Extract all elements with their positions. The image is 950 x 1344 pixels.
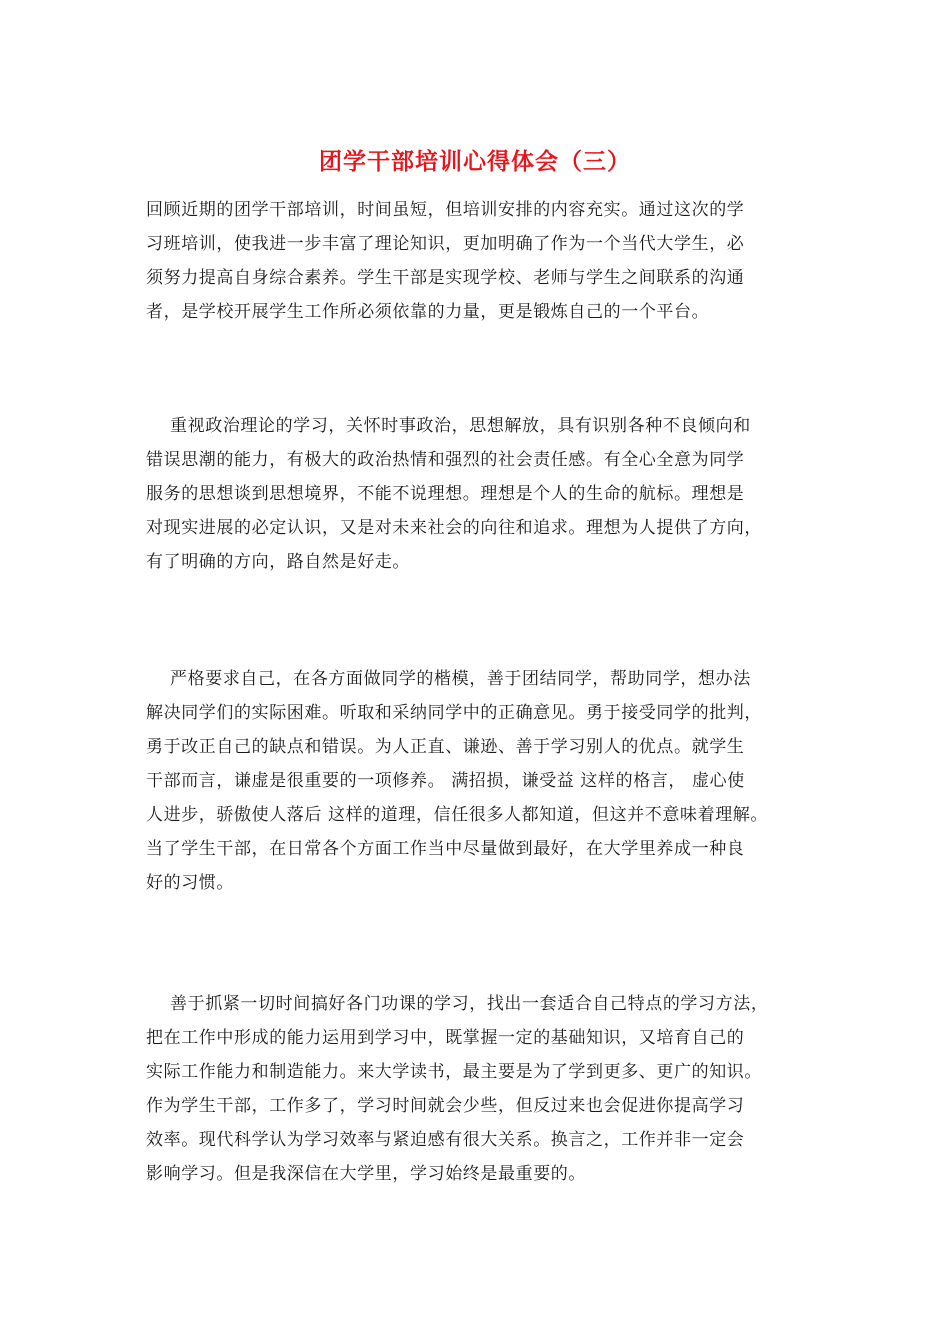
paragraph-line: 严格要求自己，在各方面做同学的楷模，善于团结同学，帮助同学，想办法	[146, 669, 751, 689]
paragraph-3	[146, 662, 836, 900]
paragraph-line: 作为学生干部，工作多了，学习时间就会少些，但反过来也会促进你提高学习	[146, 1096, 745, 1116]
paragraph-line: 解决同学们的实际困难。听取和采纳同学中的正确意见。勇于接受同学的批判，	[146, 703, 762, 723]
paragraph-line: 勇于改正自己的缺点和错误。为人正直、谦逊、善于学习别人的优点。就学生	[146, 737, 745, 757]
paragraph-4	[146, 987, 836, 1191]
paragraph-line: 实际工作能力和制造能力。来大学读书，最主要是为了学到更多、更广的知识。	[146, 1062, 762, 1082]
document-title: 团学干部培训心得体会（三）	[319, 148, 631, 175]
paragraph-line: 服务的思想谈到思想境界，不能不说理想。理想是个人的生命的航标。理想是	[146, 484, 745, 504]
paragraph-line: 善于抓紧一切时间搞好各门功课的学习，找出一套适合自己特点的学习方法，	[146, 994, 769, 1014]
paragraph-line: 影响学习。但是我深信在大学里，学习始终是最重要的。	[146, 1164, 586, 1184]
paragraph-line: 习班培训，使我进一步丰富了理论知识，更加明确了作为一个当代大学生，必	[146, 234, 745, 254]
paragraph-1	[146, 193, 836, 329]
paragraph-line: 把在工作中形成的能力运用到学习中，既掌握一定的基础知识，又培育自己的	[146, 1028, 745, 1048]
paragraph-line: 有了明确的方向，路自然是好走。	[146, 552, 410, 572]
paragraph-line: 对现实进展的必定认识，又是对未来社会的向往和追求。理想为人提供了方向，	[146, 518, 762, 538]
paragraph-line: 者，是学校开展学生工作所必须依靠的力量，更是锻炼自己的一个平台。	[146, 302, 710, 322]
paragraph-line: 干部而言，谦虚是很重要的一项修养。 满招损，谦受益 这样的格言， 虚心使	[146, 771, 745, 791]
paragraph-line: 回顾近期的团学干部培训，时间虽短，但培训安排的内容充实。通过这次的学	[146, 200, 745, 220]
paragraph-line: 人进步，骄傲使人落后 这样的道理，信任很多人都知道，但这并不意味着理解。	[146, 805, 769, 825]
paragraph-line: 错误思潮的能力，有极大的政治热情和强烈的社会责任感。有全心全意为同学	[146, 450, 745, 470]
paragraph-line: 重视政治理论的学习，关怀时事政治，思想解放，具有识别各种不良倾向和	[146, 416, 751, 436]
paragraph-line: 须努力提高自身综合素养。学生干部是实现学校、老师与学生之间联系的沟通	[146, 268, 745, 288]
paragraph-line: 当了学生干部，在日常各个方面工作当中尽量做到最好，在大学里养成一种良	[146, 839, 745, 859]
paragraph-line: 好的习惯。	[146, 873, 234, 893]
paragraph-2	[146, 409, 836, 579]
paragraph-line: 效率。现代科学认为学习效率与紧迫感有很大关系。换言之，工作并非一定会	[146, 1130, 745, 1150]
